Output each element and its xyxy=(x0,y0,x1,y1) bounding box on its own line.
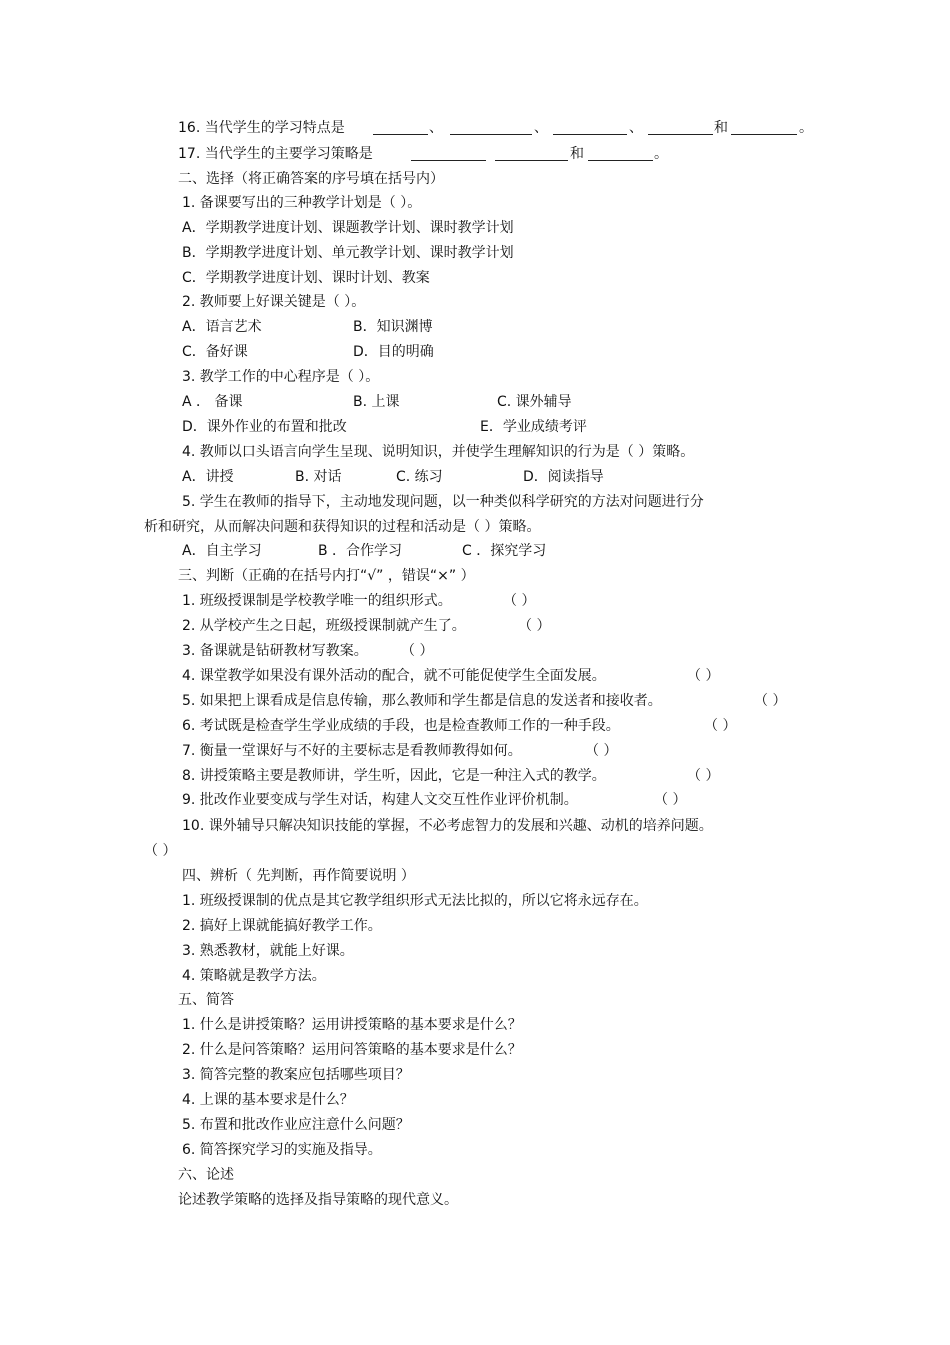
choice-option[interactable]: D．目的明确 xyxy=(353,344,434,360)
conjunction: 和 xyxy=(714,120,728,136)
choice-option[interactable]: C．备好课 xyxy=(182,344,248,360)
choice-question-3: 3. 教学工作的中心程序是（ ）。 xyxy=(182,369,380,385)
section-heading-judge: 三、判断（正确的在括号内打“√” ，错误“×” ） xyxy=(178,568,475,584)
choice-option[interactable]: D．阅读指导 xyxy=(523,469,604,485)
judge-statement: 8. 讲授策略主要是教师讲，学生听，因此，它是一种注入式的教学。 xyxy=(182,768,606,784)
answer-paren[interactable]: （ ） xyxy=(503,593,536,609)
period: 。 xyxy=(654,146,668,162)
answer-blank[interactable] xyxy=(495,160,568,161)
answer-blank[interactable] xyxy=(450,134,532,135)
analyze-item: 1. 班级授课制的优点是其它教学组织形式无法比拟的，所以它将永远存在。 xyxy=(182,893,648,909)
judge-statement: 1. 班级授课制是学校教学唯一的组织形式。 xyxy=(182,593,452,609)
choice-option[interactable]: D．课外作业的布置和批改 xyxy=(182,419,347,435)
answer-paren[interactable]: （ ） xyxy=(518,618,551,634)
judge-statement: 2. 从学校产生之日起，班级授课制就产生了。 xyxy=(182,618,466,634)
choice-option[interactable]: A．学期教学进度计划、课题教学计划、课时教学计划 xyxy=(182,220,514,236)
answer-paren[interactable]: （ ） xyxy=(687,668,720,684)
answer-paren[interactable]: （ ） xyxy=(144,843,177,859)
essay-question: 论述教学策略的选择及指导策略的现代意义。 xyxy=(178,1192,458,1208)
short-item: 6. 简答探究学习的实施及指导。 xyxy=(182,1142,382,1158)
question-16-text: 16. 当代学生的学习特点是 xyxy=(178,120,345,136)
choice-option[interactable]: B．知识渊博 xyxy=(353,319,433,335)
section-heading-choice: 二、选择（将正确答案的序号填在括号内） xyxy=(178,171,444,187)
judge-statement: 7. 衡量一堂课好与不好的主要标志是看教师教得如何。 xyxy=(182,743,522,759)
choice-option[interactable]: A．语言艺术 xyxy=(182,319,262,335)
analyze-item: 4. 策略就是教学方法。 xyxy=(182,968,326,984)
choice-option[interactable]: B. 上课 xyxy=(353,394,400,410)
short-item: 4. 上课的基本要求是什么？ xyxy=(182,1092,354,1108)
answer-blank[interactable] xyxy=(648,134,713,135)
choice-option[interactable]: C. 课外辅导 xyxy=(497,394,572,410)
section-heading-short: 五、简答 xyxy=(178,992,234,1008)
short-item: 1. 什么是讲授策略？运用讲授策略的基本要求是什么？ xyxy=(182,1017,522,1033)
separator: 、 xyxy=(429,120,443,136)
answer-blank[interactable] xyxy=(731,134,797,135)
question-17-text: 17. 当代学生的主要学习策略是 xyxy=(178,146,373,162)
choice-question-4: 4. 教师以口头语言向学生呈现、说明知识，并使学生理解知识的行为是（ ）策略。 xyxy=(182,444,695,460)
short-item: 3. 简答完整的教案应包括哪些项目？ xyxy=(182,1067,410,1083)
judge-statement: 3. 备课就是钻研教材写教案。 xyxy=(182,643,368,659)
judge-statement: 5. 如果把上课看成是信息传输，那么教师和学生都是信息的发送者和接收者。 xyxy=(182,693,662,709)
section-heading-essay: 六、论述 xyxy=(178,1167,234,1183)
answer-blank[interactable] xyxy=(588,160,653,161)
choice-question-5-cont: 析和研究，从而解决问题和获得知识的过程和活动是（ ）策略。 xyxy=(144,519,541,535)
answer-paren[interactable]: （ ） xyxy=(754,693,787,709)
judge-statement: 9. 批改作业要变成与学生对话，构建人文交互性作业评价机制。 xyxy=(182,792,578,808)
answer-paren[interactable]: （ ） xyxy=(687,768,720,784)
choice-option[interactable]: B ．合作学习 xyxy=(318,543,403,559)
answer-blank[interactable] xyxy=(553,134,627,135)
choice-question-1: 1. 备课要写出的三种教学计划是（ ）。 xyxy=(182,195,422,211)
analyze-item: 2. 搞好上课就能搞好教学工作。 xyxy=(182,918,382,934)
choice-question-5: 5. 学生在教师的指导下，主动地发现问题，以一种类似科学研究的方法对问题进行分 xyxy=(182,494,704,510)
choice-option[interactable]: A．自主学习 xyxy=(182,543,262,559)
section-heading-analyze: 四、辨析（ 先判断，再作简要说明 ） xyxy=(182,868,415,884)
judge-statement: 10. 课外辅导只解决知识技能的掌握，不必考虑智力的发展和兴趣、动机的培养问题。 xyxy=(182,818,713,834)
choice-option[interactable]: C ．探究学习 xyxy=(462,543,547,559)
short-item: 2. 什么是问答策略？运用问答策略的基本要求是什么？ xyxy=(182,1042,522,1058)
answer-paren[interactable]: （ ） xyxy=(654,792,687,808)
analyze-item: 3. 熟悉教材，就能上好课。 xyxy=(182,943,354,959)
answer-paren[interactable]: （ ） xyxy=(401,643,434,659)
answer-blank[interactable] xyxy=(373,134,428,135)
choice-option[interactable]: A．讲授 xyxy=(182,469,234,485)
choice-option[interactable]: C．学期教学进度计划、课时计划、教案 xyxy=(182,270,430,286)
period: 。 xyxy=(799,120,813,136)
choice-option[interactable]: B．学期教学进度计划、单元教学计划、课时教学计划 xyxy=(182,245,514,261)
choice-option[interactable]: B. 对话 xyxy=(295,469,342,485)
judge-statement: 6. 考试既是检查学生学业成绩的手段，也是检查教师工作的一种手段。 xyxy=(182,718,620,734)
choice-option[interactable]: E．学业成绩考评 xyxy=(480,419,587,435)
conjunction: 和 xyxy=(570,146,584,162)
separator: 、 xyxy=(534,120,548,136)
short-item: 5. 布置和批改作业应注意什么问题？ xyxy=(182,1117,410,1133)
choice-option[interactable]: C. 练习 xyxy=(396,469,443,485)
answer-paren[interactable]: （ ） xyxy=(704,718,737,734)
judge-statement: 4. 课堂教学如果没有课外活动的配合，就不可能促使学生全面发展。 xyxy=(182,668,606,684)
answer-blank[interactable] xyxy=(411,160,486,161)
choice-option[interactable]: A ． 备课 xyxy=(182,394,243,410)
choice-question-2: 2. 教师要上好课关键是（ ）。 xyxy=(182,294,366,310)
separator: 、 xyxy=(629,120,643,136)
answer-paren[interactable]: （ ） xyxy=(585,743,618,759)
